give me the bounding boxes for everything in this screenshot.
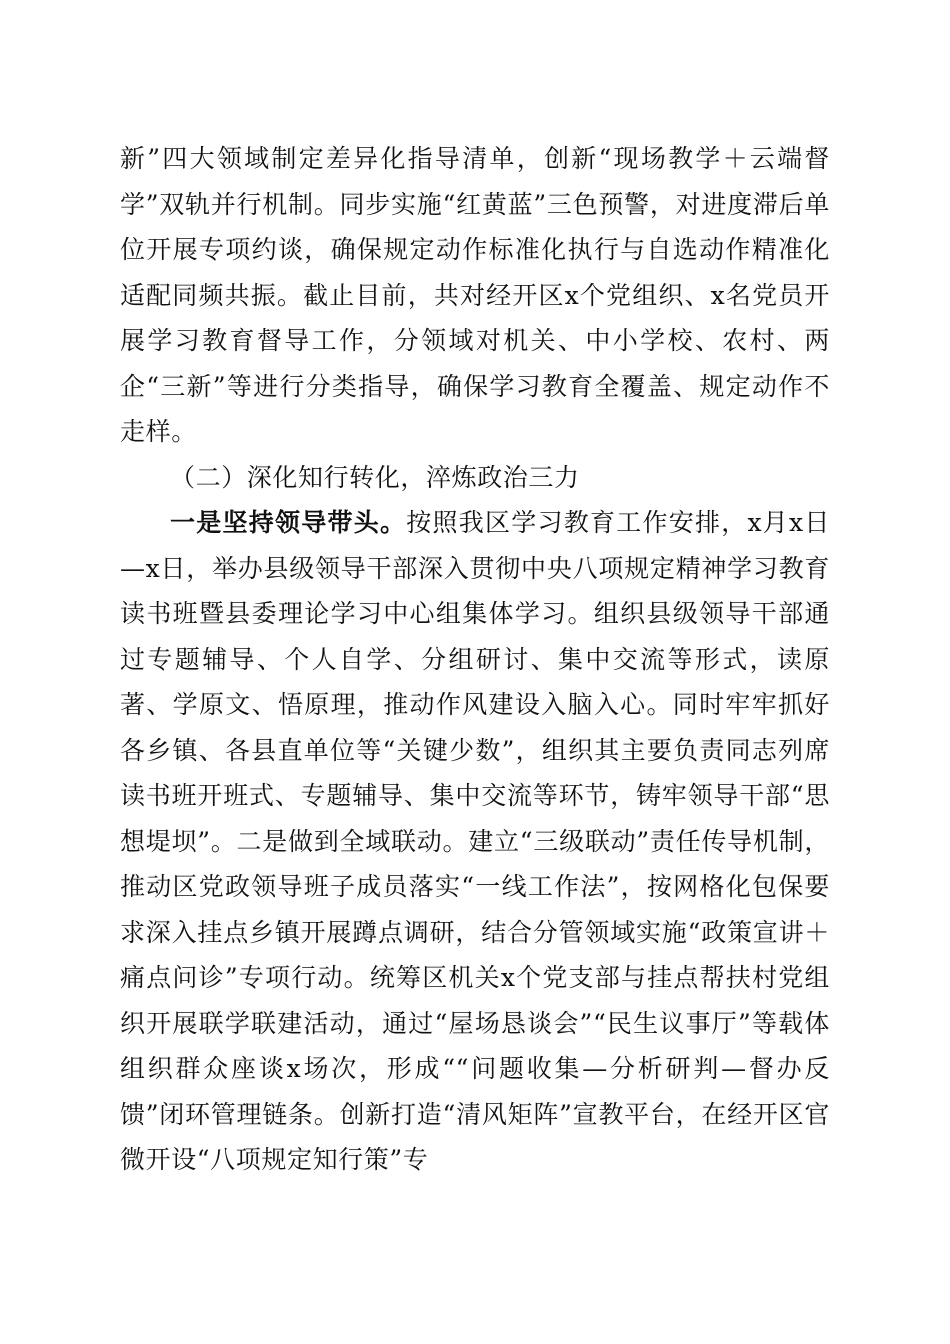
paragraph-lead: 一是坚持领导带头。: [170, 508, 407, 537]
section-heading: （二）深化知行转化，淬炼政治三力: [170, 462, 580, 492]
paragraph-leadership: [120, 500, 830, 1183]
paragraph-body: 按照我区学习教育工作安排，x月x日—x日，举办县级领导干部深入贯彻中央八项规定精神学习教育读书班暨县委理论学习中心组集体学习。组织县级领导干部通过专题辅导、个人自学、分组研讨、集中交流等形式，读原著、学原文、悟原理，推动作风建设入脑入心。同时牢牢抓好各乡镇、各县直单位等“关键少数”，组织其主要负责同志列席读书班开班式、专题辅导、集中交流等环节，铸牢领导干部“思想堤坝”。二是做到全域联动。建立“三级联动”责任传导机制，推动区党政领导班子成员落实“一线工作法”，按网格化包保要求深入挂点乡镇开展蹲点调研，结合分管领域实施“政策宣讲＋痛点问诊”专项行动。统筹区机关x个党支部与挂点帮扶村党组织开展联学联建活动，通过“屋场恳谈会”“民生议事厅”等载体组织群众座谈x场次，形成““问题收集—分析研判—督办反馈”闭环管理链条。创新打造“清风矩阵”宣教平台，在经开区官微开设“八项规定知行策”专: [120, 508, 830, 1174]
document-body: [120, 136, 830, 1183]
paragraph-continuation: 新”四大领域制定差异化指导清单，创新“现场教学＋云端督学”双轨并行机制。同步实施“红黄蓝”三色预警，对进度滞后单位开展专项约谈，确保规定动作标准化执行与自选动作精准化适配同频共振。截止目前，共对经开区x个党组织、x名党员开展学习教育督导工作，分领域对机关、中小学校、农村、两企“三新”等进行分类指导，确保学习教育全覆盖、规定动作不走样。: [120, 144, 830, 446]
